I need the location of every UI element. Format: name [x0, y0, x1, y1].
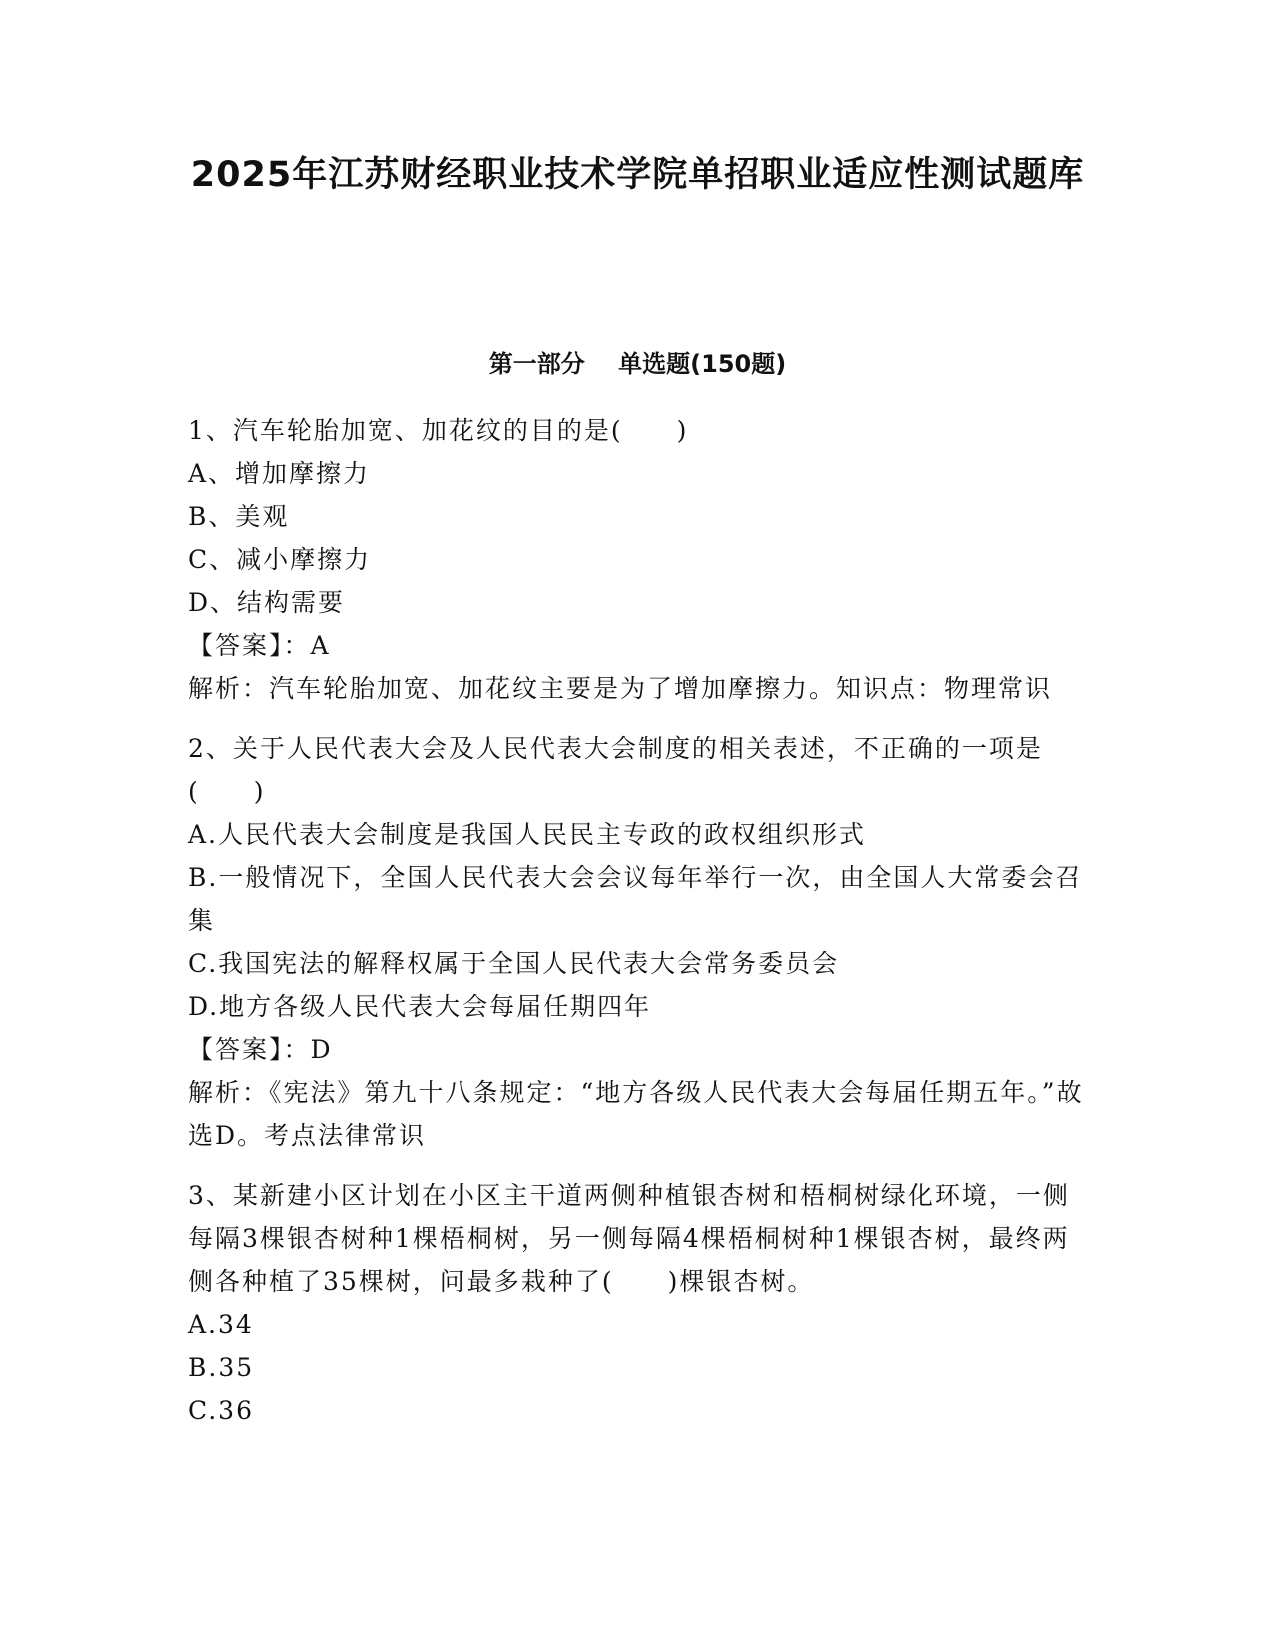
question-stem: 3、某新建小区计划在小区主干道两侧种植银杏树和梧桐树绿化环境，一侧每隔3棵银杏树种1棵梧桐树，另一侧每隔4棵梧桐树种1棵银杏树，最终两侧各种植了35棵树，问最多栽种了( )棵银杏树。 [188, 1181, 1070, 1296]
option-b: B.一般情况下，全国人民代表大会会议每年举行一次，由全国人大常委会召集 [188, 863, 1083, 935]
option-d: D、结构需要 [188, 588, 346, 617]
answer-line: 【答案】：D [188, 1035, 333, 1064]
option-d: D.地方各级人民代表大会每届任期四年 [188, 992, 652, 1021]
option-a: A.34 [188, 1310, 254, 1339]
question-3 [188, 1174, 1088, 1432]
option-c: C、减小摩擦力 [188, 545, 372, 574]
option-c: C.36 [188, 1396, 254, 1425]
option-a: A.人民代表大会制度是我国人民民主专政的政权组织形式 [188, 820, 867, 849]
question-1 [188, 409, 1088, 710]
option-c: C.我国宪法的解释权属于全国人民代表大会常务委员会 [188, 949, 840, 978]
question-stem: 2、关于人民代表大会及人民代表大会制度的相关表述，不正确的一项是( ) [188, 734, 1043, 806]
question-stem: 1、汽车轮胎加宽、加花纹的目的是( ) [188, 416, 689, 445]
option-b: B、美观 [188, 502, 290, 531]
section-heading: 第一部分 单选题(150题) [488, 350, 787, 378]
question-2 [188, 727, 1088, 1157]
analysis-text: 解析：汽车轮胎加宽、加花纹主要是为了增加摩擦力。知识点：物理常识 [188, 674, 1053, 703]
option-b: B.35 [188, 1353, 255, 1382]
option-a: A、增加摩擦力 [188, 459, 371, 488]
document-title: 2025年江苏财经职业技术学院单招职业适应性测试题库 [190, 155, 1085, 195]
answer-line: 【答案】：A [188, 631, 331, 660]
analysis-text: 解析：《宪法》第九十八条规定：“地方各级人民代表大会每届任期五年。”故选D。考点法律常识 [188, 1078, 1084, 1150]
question-list [188, 409, 1088, 1449]
